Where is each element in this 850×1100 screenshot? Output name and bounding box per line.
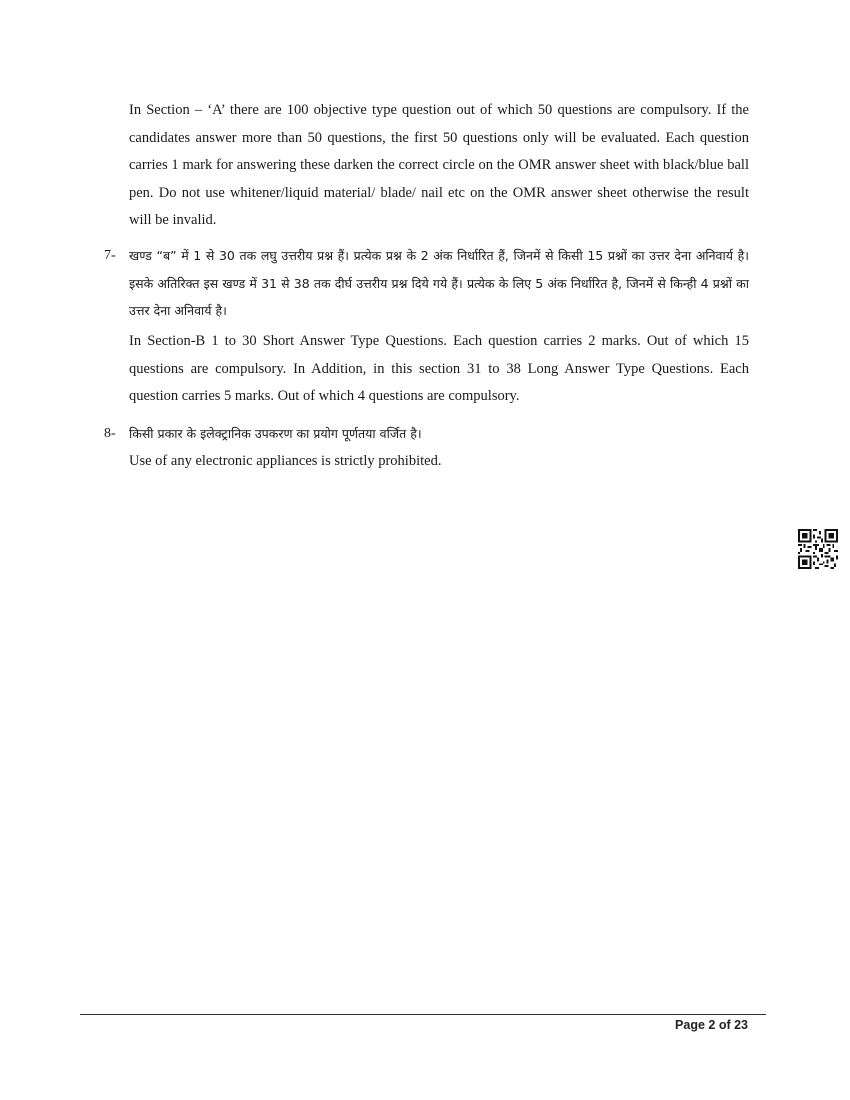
item-8-number: 8- — [104, 426, 116, 441]
item-8-english-text: Use of any electronic appliances is strictly prohibited. — [129, 453, 442, 469]
section-a-english-text: In Section – ‘A’ there are 100 objective type question out of which 50 questions are compulsory. If the candidates answer more than 50 questions, the first 50 questions only will be evaluated. Each question carries 1 mark for answering these darken the correct circle on the OMR answer sheet with black/blue ball pen. Do not use whitener/liquid material/ blade/ nail etc on the OMR answer sheet otherwise the result will be invalid. — [129, 102, 749, 228]
item-7-english-text: In Section-B 1 to 30 Short Answer Type Questions. Each question carries 2 marks. Out of which 15 questions are compulsory. In Addition, in this section 31 to 38 Long Answer Type Questions. Each question carries 5 marks. Out of which 4 questions are compulsory. — [129, 333, 749, 404]
item-7-number: 7- — [104, 248, 116, 263]
qr-code-icon — [798, 529, 838, 569]
footer-divider — [80, 1014, 766, 1015]
item-8-hindi-text: किसी प्रकार के इलेक्ट्रानिक उपकरण का प्रयोग पूर्णतया वर्जित है। — [129, 426, 422, 441]
item-7-hindi-text: खण्ड “ब” में 1 से 30 तक लघु उत्तरीय प्रश्न हैं। प्रत्येक प्रश्न के 2 अंक निर्धारित हैं, जिनमें से किसी 15 प्रश्नों का उत्तर देना अनिवार्य है। इसके अतिरिक्त इस खण्ड में 31 से 38 तक दीर्घ उत्तरीय प्रश्न दिये गये हैं। प्रत्येक के लिए 5 अंक निर्धारित है, जिनमें से किन्ही 4 प्रश्नों का उत्तर देना अनिवार्य है। — [129, 248, 749, 318]
page-number: Page 2 of 23 — [675, 1018, 748, 1032]
